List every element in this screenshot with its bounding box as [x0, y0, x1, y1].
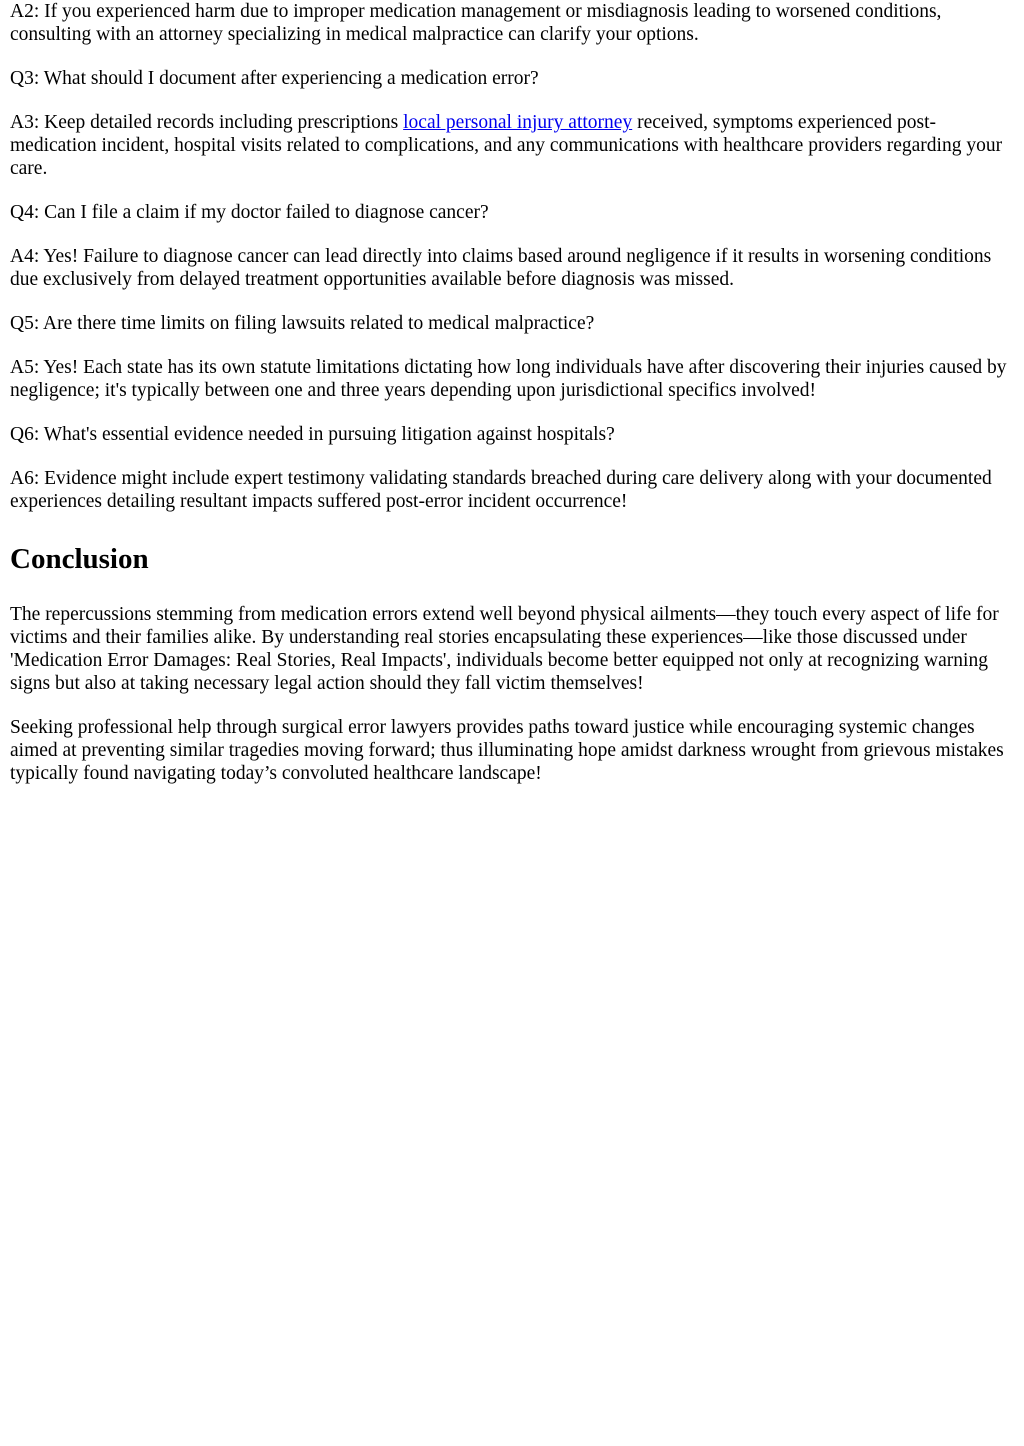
conclusion-heading: Conclusion: [10, 543, 149, 575]
faq-question-5: Q5: Are there time limits on filing lawsuits related to medical malpractice?: [10, 313, 595, 334]
faq-answer-2: A2: If you experienced harm due to improper medication management or misdiagnosis leading to worsened conditions, consulting with an attorney specializing in medical malpractice can clarify your options.: [10, 1, 942, 45]
faq-answer-6: A6: Evidence might include expert testimony validating standards breached during care delivery along with your documented experiences detailing resultant impacts suffered post-error incident occurrence!: [10, 468, 992, 512]
faq-answer-3-text-end: received, symptoms experienced post-medication incident, hospital visits related to complications, and any communications with healthcare providers regarding your care.: [10, 112, 1003, 179]
faq-question-6: Q6: What's essential evidence needed in pursuing litigation against hospitals?: [10, 424, 615, 445]
faq-question-3: Q3: What should I document after experiencing a medication error?: [10, 68, 539, 89]
faq-answer-3-text-start: A3: Keep detailed records including prescriptions: [10, 112, 404, 133]
conclusion-paragraph-1: The repercussions stemming from medication errors extend well beyond physical ailments—they touch every aspect of life for victims and their families alike. By understanding real stories encapsulating these experiences—like those discussed under 'Medication Error Damages: Real Stories, Real Impacts', individuals become better equipped not only at recognizing warning signs but also at taking necessary legal action should they fall victim themselves!: [10, 604, 999, 694]
faq-answer-5: A5: Yes! Each state has its own statute limitations dictating how long individuals have after discovering their injuries caused by negligence; it's typically between one and three years depending upon jurisdictional specifics involved!: [10, 357, 1007, 401]
local-personal-injury-attorney-link[interactable]: local personal injury attorney: [403, 112, 633, 133]
conclusion-paragraph-2: Seeking professional help through surgical error lawyers provides paths toward justice while encouraging systemic changes aimed at preventing similar tragedies moving forward; thus illuminating hope amidst darkness wrought from grievous mistakes typically found navigating today’s convoluted healthcare landscape!: [10, 717, 1004, 784]
faq-answer-3: [10, 111, 1014, 180]
faq-question-4: Q4: Can I file a claim if my doctor failed to diagnose cancer?: [10, 202, 489, 223]
faq-answer-4: A4: Yes! Failure to diagnose cancer can lead directly into claims based around negligence if it results in worsening conditions due exclusively from delayed treatment opportunities available before diagnosis was missed.: [10, 246, 992, 290]
